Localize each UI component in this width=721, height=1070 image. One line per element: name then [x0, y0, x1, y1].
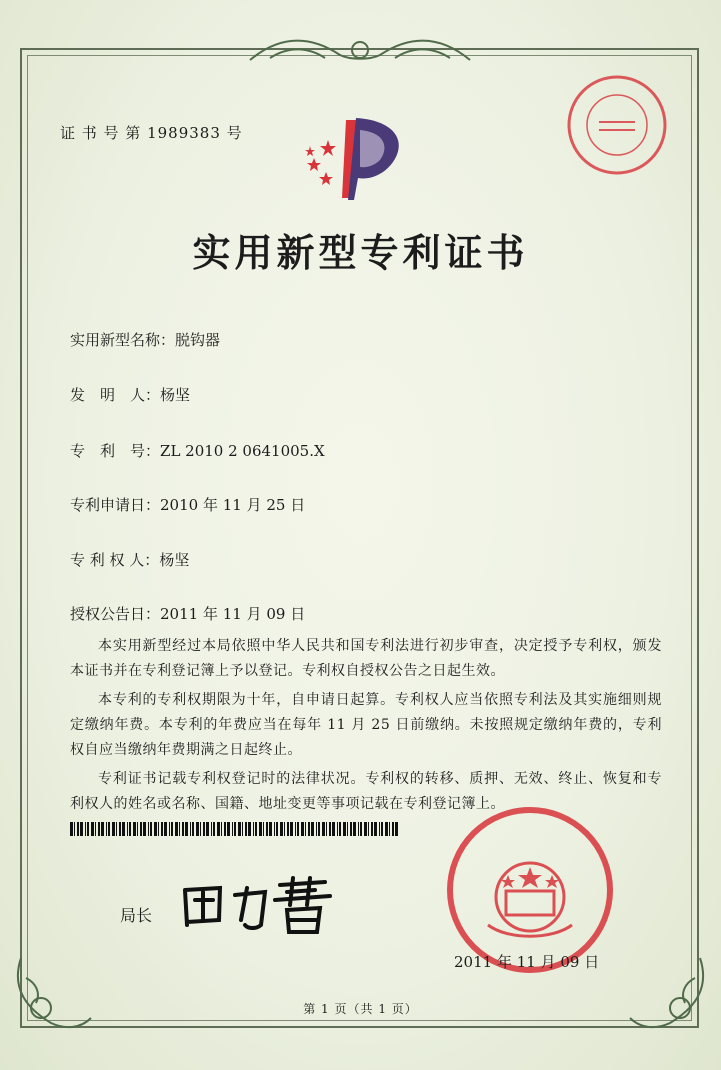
- barcode: [70, 822, 400, 836]
- page-footer: 第 1 页（共 1 页）: [303, 1002, 418, 1016]
- certificate-title: 实用新型专利证书: [192, 230, 529, 275]
- field-value: 2011 年 11 月 09 日: [160, 605, 306, 623]
- field-inventor: [70, 384, 190, 405]
- patent-office-logo: [298, 110, 418, 205]
- field-utility-model-name: [70, 329, 220, 350]
- certificate-body: [70, 634, 662, 821]
- corner-ornament-left: [6, 948, 96, 1038]
- field-application-date: [70, 494, 305, 515]
- field-value: 杨坚: [160, 386, 191, 404]
- body-paragraph: 专利证书记载专利权登记时的法律状况。专利权的转移、质押、无效、终止、恢复和专利权人的姓名或名称、国籍、地址变更等事项记载在专利登记簿上。: [70, 771, 662, 812]
- top-ornament: [240, 30, 480, 72]
- field-label: 专利申请日：: [70, 496, 161, 514]
- official-seal: [418, 805, 643, 975]
- certificate-number: 证 书 号 第 1989383 号: [60, 124, 243, 142]
- tax-stamp: [564, 72, 670, 178]
- field-label: 实用新型名称：: [70, 331, 176, 349]
- field-value: 2010 年 11 月 25 日: [160, 496, 306, 514]
- body-paragraph: 本专利的专利权期限为十年，自申请日起算。专利权人应当依照专利法及其实施细则规定缴纳年费。本专利的年费应当在每年 11 月 25 日前缴纳。未按照规定缴纳年费的，专利权自应当缴纳年费期满之日起终止。: [70, 692, 662, 758]
- field-label: 授权公告日：: [70, 605, 161, 623]
- field-patent-number: [70, 440, 325, 461]
- field-label: 专 利 号：: [70, 442, 161, 460]
- field-label: 发 明 人：: [70, 386, 161, 404]
- issue-date: 2011 年 11 月 09 日: [454, 953, 600, 971]
- body-paragraph: 本实用新型经过本局依照中华人民共和国专利法进行初步审查，决定授予专利权，颁发本证书并在专利登记簿上予以登记。专利权自授权公告之日起生效。: [70, 638, 662, 679]
- field-value: 脱钩器: [175, 331, 221, 349]
- director-label: 局长: [120, 906, 153, 925]
- field-grant-date: [70, 603, 305, 624]
- field-patentee: [70, 549, 189, 570]
- field-value: 杨坚: [159, 551, 190, 569]
- field-value: ZL 2010 2 0641005.X: [160, 442, 325, 460]
- director-signature: [175, 870, 335, 940]
- field-label: 专 利 权 人：: [70, 551, 160, 569]
